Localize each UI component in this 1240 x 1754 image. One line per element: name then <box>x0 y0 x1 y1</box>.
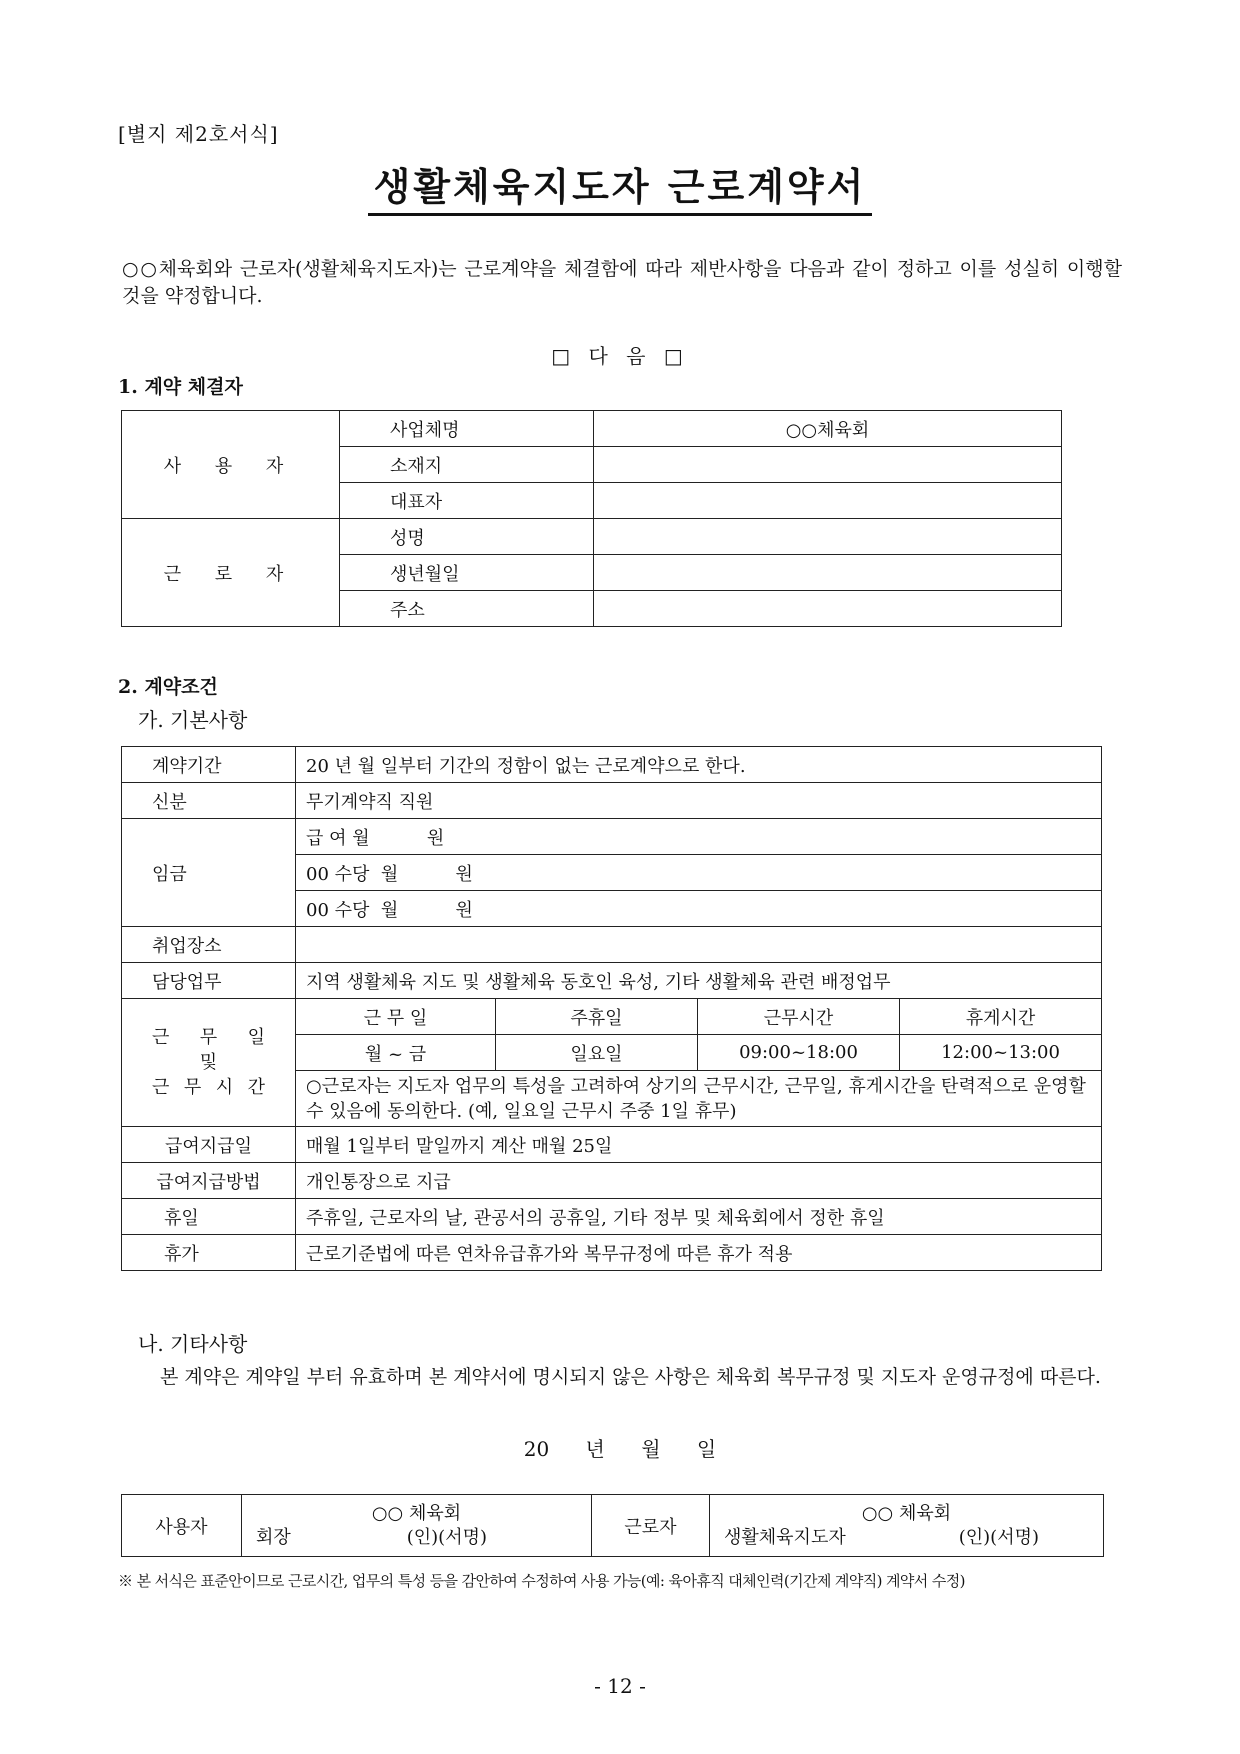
signature-employer-role: 회장 <box>256 1526 291 1548</box>
section2-sub-a: 가. 기본사항 <box>138 708 248 732</box>
wage-row: 00 수당 월 원 <box>296 891 1102 927</box>
party-row-label: 생년월일 <box>340 555 594 591</box>
place-label: 취업장소 <box>122 927 296 963</box>
party-row-label: 대표자 <box>340 483 594 519</box>
signature-worker-cell <box>710 1495 1104 1557</box>
signature-employer-cell <box>242 1495 592 1557</box>
section2-sub-b: 나. 기타사항 <box>138 1332 248 1356</box>
sched-value-work-hours: 09:00~18:00 <box>698 1035 900 1071</box>
sched-header-weekly-holiday: 주휴일 <box>496 999 698 1035</box>
period-label: 계약기간 <box>122 747 296 783</box>
duty-label: 담당업무 <box>122 963 296 999</box>
sched-value-weekly-holiday: 일요일 <box>496 1035 698 1071</box>
party-row-value <box>594 519 1062 555</box>
signature-table <box>121 1494 1104 1557</box>
form-number: [별지 제2호서식] <box>118 122 279 146</box>
payday-label: 급여지급일 <box>122 1127 296 1163</box>
party-row-label: 사업체명 <box>340 411 594 447</box>
holiday-label: 휴일 <box>122 1199 296 1235</box>
signature-employer-label: 사용자 <box>122 1495 242 1557</box>
intro-paragraph: ○○체육회와 근로자(생활체육지도자)는 근로계약을 체결함에 따라 제반사항을 다음과 같이 정하고 이를 성실히 이행할 것을 약정합니다. <box>122 258 1122 307</box>
section1-heading: 1. 계약 체결자 <box>118 376 243 398</box>
party-row-value <box>594 483 1062 519</box>
other-terms-paragraph: 본 계약은 계약일 부터 유효하며 본 계약서에 명시되지 않은 사항은 체육회 복무규정 및 지도자 운영규정에 따른다. <box>160 1366 1101 1388</box>
signature-worker-label: 근로자 <box>592 1495 710 1557</box>
wage-row: 00 수당 월 원 <box>296 855 1102 891</box>
party-row-value <box>594 447 1062 483</box>
signature-worker-role: 생활체육지도자 <box>724 1526 846 1548</box>
signature-worker-seal: (인)(서명) <box>958 1526 1039 1548</box>
status-value: 무기계약직 직원 <box>296 783 1102 819</box>
leave-value: 근로기준법에 따른 연차유급휴가와 복무규정에 따른 휴가 적용 <box>296 1235 1102 1271</box>
workday-label: 근 무 일 및 근 무 시 간 <box>122 999 296 1127</box>
party-row-value <box>594 555 1062 591</box>
sched-header-workday: 근 무 일 <box>296 999 496 1035</box>
duty-value: 지역 생활체육 지도 및 생활체육 동호인 육성, 기타 생활체육 관련 배정업무 <box>296 963 1102 999</box>
employer-label: 사 용 자 <box>122 411 340 519</box>
paymethod-value: 개인통장으로 지급 <box>296 1163 1102 1199</box>
place-value <box>296 927 1102 963</box>
signature-employer-seal: (인)(서명) <box>406 1526 487 1548</box>
section2-heading: 2. 계약조건 <box>118 676 218 698</box>
leave-label: 휴가 <box>122 1235 296 1271</box>
signature-employer-org: ○○ 체육회 <box>371 1502 462 1524</box>
party-row-value <box>594 591 1062 627</box>
contract-date-line: 20 년 월 일 <box>523 1437 717 1461</box>
wage-row: 급 여 월 원 <box>296 819 1102 855</box>
party-row-label: 소재지 <box>340 447 594 483</box>
sched-note: ○근로자는 지도자 업무의 특성을 고려하여 상기의 근무시간, 근무일, 휴게시간을 탄력적으로 운영할 수 있음에 동의한다. (예, 일요일 근무시 주중 1일 휴무) <box>296 1071 1102 1127</box>
party-row-label: 주소 <box>340 591 594 627</box>
document-title: 생활체육지도자 근로계약서 <box>368 164 873 216</box>
party-row-label: 성명 <box>340 519 594 555</box>
period-value: 20 년 월 일부터 기간의 정함이 없는 근로계약으로 한다. <box>296 747 1102 783</box>
paymethod-label: 급여지급방법 <box>122 1163 296 1199</box>
page-number: - 12 - <box>594 1674 646 1698</box>
signature-worker-org: ○○ 체육회 <box>861 1502 952 1524</box>
status-label: 신분 <box>122 783 296 819</box>
worker-label: 근 로 자 <box>122 519 340 627</box>
conditions-table <box>121 746 1102 1271</box>
sched-header-work-hours: 근무시간 <box>698 999 900 1035</box>
holiday-value: 주휴일, 근로자의 날, 관공서의 공휴일, 기타 정부 및 체육회에서 정한 휴일 <box>296 1199 1102 1235</box>
wage-label: 임금 <box>122 819 296 927</box>
sched-value-workday: 월 ~ 금 <box>296 1035 496 1071</box>
da-eum-heading: □ 다 음 □ <box>551 344 689 368</box>
sched-header-break-hours: 휴게시간 <box>900 999 1102 1035</box>
sched-value-break-hours: 12:00~13:00 <box>900 1035 1102 1071</box>
document-title-wrap <box>0 156 1240 211</box>
parties-table <box>121 410 1062 627</box>
party-row-value: ○○체육회 <box>594 411 1062 447</box>
payday-value: 매월 1일부터 말일까지 계산 매월 25일 <box>296 1127 1102 1163</box>
footnote: ※ 본 서식은 표준안이므로 근로시간, 업무의 특성 등을 감안하여 수정하여 사용 가능(예: 육아휴직 대체인력(기간제 계약직) 계약서 수정) <box>118 1572 965 1590</box>
